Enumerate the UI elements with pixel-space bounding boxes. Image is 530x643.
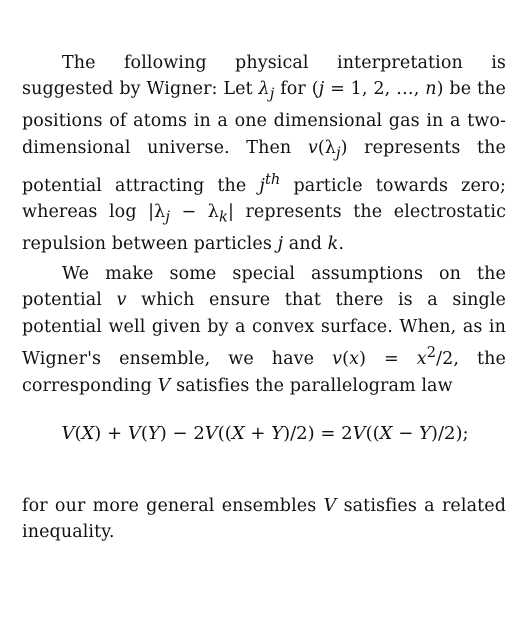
text-run: satisfies the parallelogram law	[170, 375, 453, 396]
paragraph-special-assumptions	[22, 261, 506, 400]
math-symbol: x	[416, 349, 427, 370]
math-symbol: V	[157, 375, 171, 396]
text-run: ) =	[359, 349, 417, 370]
math-subscript: j	[165, 208, 170, 226]
paragraph-general-ensembles	[22, 493, 506, 546]
text-run: (λ	[317, 137, 336, 158]
math-symbol: V	[61, 423, 75, 444]
math-text: +	[244, 423, 272, 444]
math-symbol: X	[231, 423, 245, 444]
math-text: −	[392, 423, 420, 444]
math-text: (	[140, 423, 148, 444]
math-symbol: V	[127, 423, 141, 444]
math-superscript: th	[264, 170, 281, 188]
math-symbol: j	[277, 234, 284, 255]
math-symbol: X	[379, 423, 393, 444]
math-symbol: Y	[271, 423, 284, 444]
text-run: particle towards zero; whereas log |λ	[22, 175, 506, 223]
math-symbol: X	[81, 423, 95, 444]
math-symbol: Y	[419, 423, 431, 444]
text-run: ) be the positions of atoms in a one dimensional gas in a two-dimensional universe. Then	[22, 79, 506, 158]
text-run: The following physical interpretation is suggested by Wigner: Let	[22, 52, 506, 100]
math-subscript: j	[269, 85, 275, 103]
math-symbol: j	[259, 175, 265, 196]
math-symbol: n	[425, 79, 437, 100]
math-symbol: k	[327, 234, 339, 255]
text-run: ) represents the potential attracting the	[22, 137, 506, 196]
paragraph-wigner-interpretation	[22, 50, 506, 258]
math-text: ) +	[94, 423, 128, 444]
text-run: for our more general ensembles	[22, 495, 324, 516]
math-symbol: v	[116, 290, 127, 311]
math-symbol: v	[307, 137, 318, 158]
text-run: − λ	[169, 202, 219, 223]
math-text: ((	[365, 423, 380, 444]
math-symbol: v	[332, 349, 343, 370]
text-run: = 1, 2, …,	[324, 79, 426, 100]
text-run: /2, the corresponding	[22, 349, 506, 396]
parallelogram-law-equation	[0, 421, 530, 447]
math-symbol: V	[204, 423, 218, 444]
math-symbol: Y	[147, 423, 160, 444]
text-run: .	[338, 234, 345, 255]
math-text: ((	[217, 423, 232, 444]
math-superscript: 2	[426, 344, 437, 362]
text-run: which ensure that there is a single potential well given by a convex surface. When, as in Wigner's ensemble, we have	[22, 290, 506, 370]
math-symbol: λ	[258, 79, 270, 100]
math-text: )/2);	[430, 423, 469, 444]
math-text: (	[74, 423, 82, 444]
math-text: )/2) = 2	[283, 423, 353, 444]
math-subscript: k	[219, 208, 228, 226]
text-run: We make some special assumptions on the potential	[22, 263, 506, 311]
text-run: satisfies a related inequality.	[22, 495, 506, 543]
text-run: | represents the electrostatic repulsion between particles	[22, 202, 506, 255]
math-text: ) − 2	[159, 423, 205, 444]
math-subscript: j	[336, 144, 341, 162]
math-symbol: V	[323, 495, 337, 516]
math-symbol: j	[318, 79, 325, 100]
text-run: (	[342, 349, 350, 370]
math-symbol: x	[349, 349, 360, 370]
math-symbol: V	[352, 423, 366, 444]
text-run: and	[283, 234, 328, 255]
text-run: for (	[274, 79, 319, 100]
